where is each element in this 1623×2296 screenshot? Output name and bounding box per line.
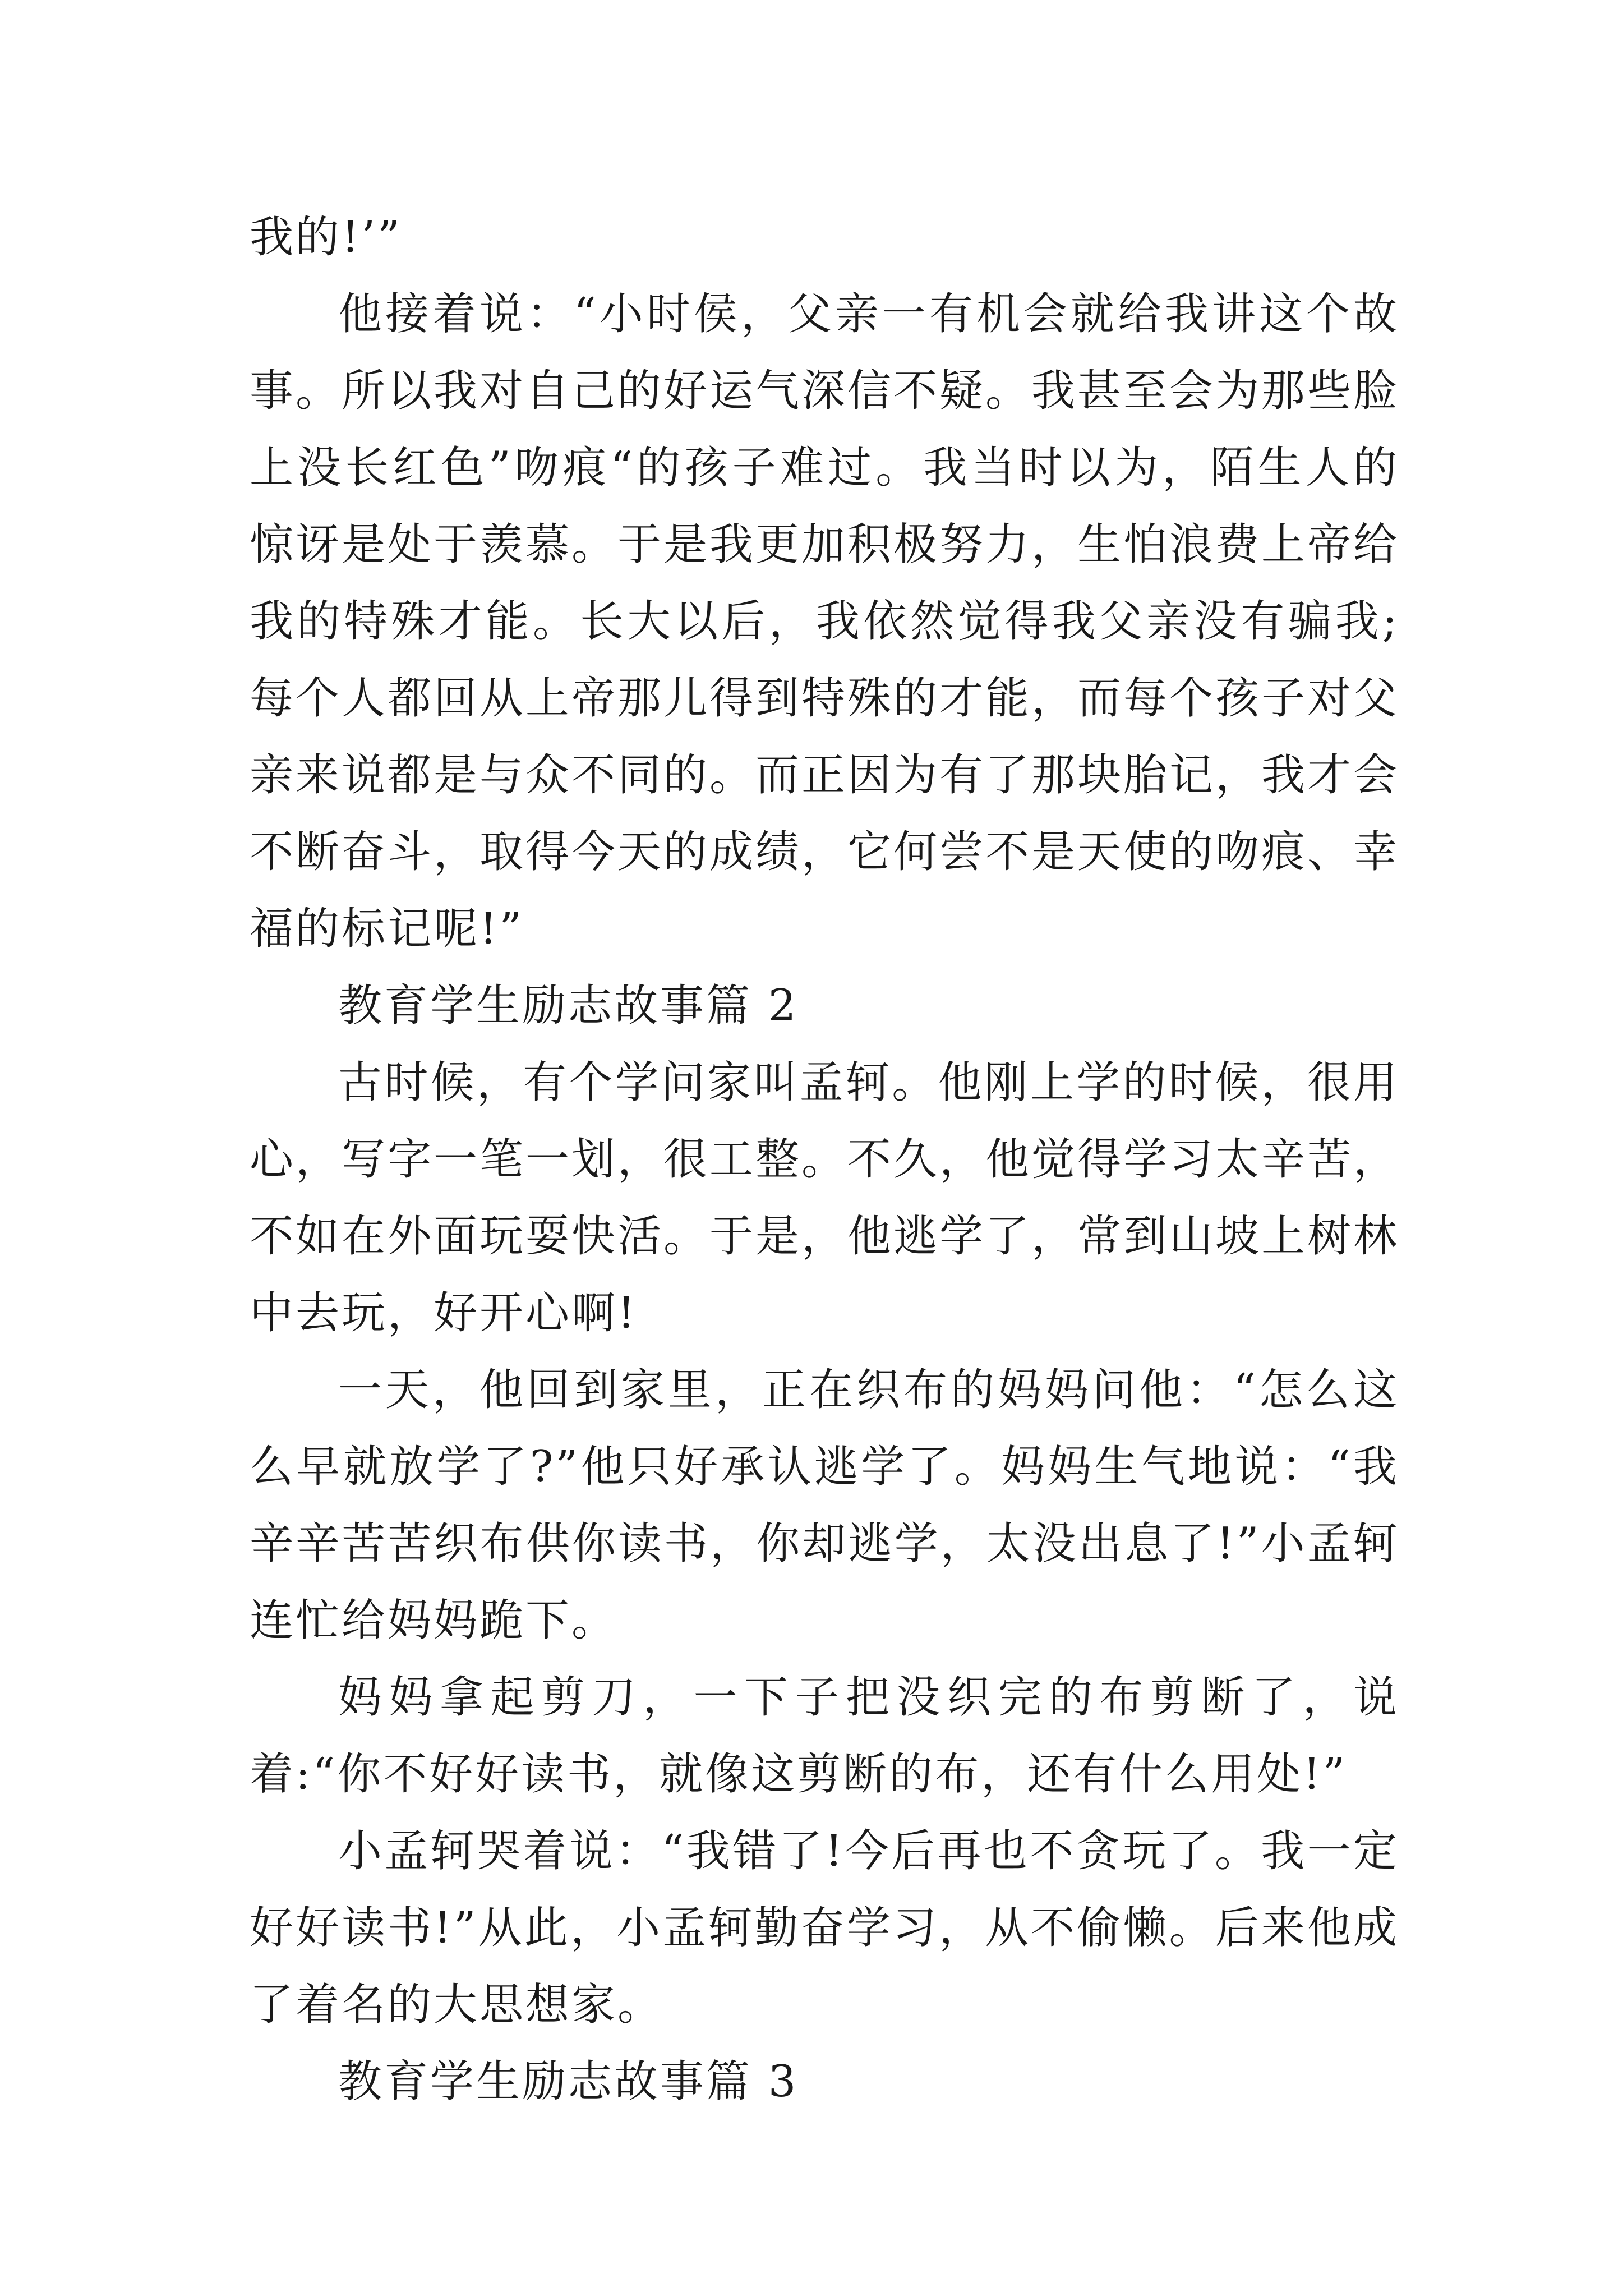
paragraph-birthmark-story: 他接着说：“小时侯，父亲一有机会就给我讲这个故事。所以我对自己的好运气深信不疑。我甚至会为那些脸上没长红色”吻痕“的孩子难过。我当时以为，陌生人的惊讶是处于羡慕。于是我更加积极努力，生怕浪费上帝给我的特殊才能。长大以后，我依然觉得我父亲没有骗我;每个人都回从上帝那儿得到特殊的才能，而每个孩子对父亲来说都是与众不同的。而正因为有了那块胎记，我才会不断奋斗，取得今天的成绩，它何尝不是天使的吻痕、幸福的标记呢!” [250, 289, 1400, 954]
document-body [250, 199, 1399, 2120]
paragraph-mengke-intro: 古时候，有个学问家叫孟轲。他刚上学的时候，很用心，写字一笔一划，很工整。不久，他觉得学习太辛苦，不如在外面玩耍快活。于是，他逃学了，常到山坡上树林中去玩，好开心啊! [250, 1057, 1400, 1338]
paragraph-continuation: 我的!’” [250, 212, 403, 263]
section-heading-3: 教育学生励志故事篇 3 [338, 2056, 799, 2107]
paragraph-mengke-repents: 小孟轲哭着说：“我错了!今后再也不贪玩了。我一定好好读书!”从此，小孟轲勤奋学习，从不偷懒。后来他成了着名的大思想家。 [250, 1826, 1399, 2030]
paragraph-cut-cloth: 妈妈拿起剪刀，一下子把没织完的布剪断了，说着:“你不好好读书，就像这剪断的布，还有什么用处!” [250, 1672, 1399, 1800]
section-heading-2: 教育学生励志故事篇 2 [338, 981, 799, 1031]
paragraph-mother-question: 一天，他回到家里，正在织布的妈妈问他：“怎么这么早就放学了?”他只好承认逃学了。妈妈生气地说：“我辛辛苦苦织布供你读书，你却逃学，太没出息了!”小孟轲连忙给妈妈跪下。 [250, 1365, 1399, 1646]
